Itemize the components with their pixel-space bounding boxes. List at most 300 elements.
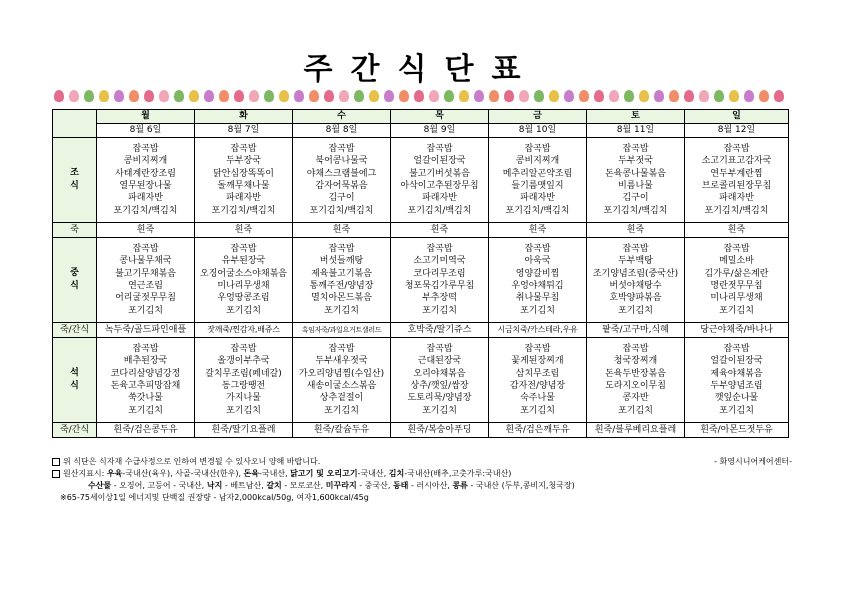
menu-item: 포기김치 bbox=[226, 405, 261, 416]
menu-item: 명란젓무무침 bbox=[710, 281, 763, 291]
menu-item: 김구이 bbox=[622, 193, 649, 204]
menu-item: 잡곡밥 bbox=[524, 143, 551, 154]
day-header bbox=[587, 110, 685, 124]
menu-item: 포기김치 bbox=[422, 405, 457, 416]
porridge-item: 흰죽 bbox=[626, 224, 645, 235]
date-header bbox=[685, 124, 789, 138]
snack2-label bbox=[53, 423, 97, 438]
snack1-item: 호박죽/딸기쥬스 bbox=[407, 324, 472, 335]
origin-pollock-text: - 러시아산, bbox=[408, 481, 450, 490]
breakfast-label-char: 식 bbox=[70, 181, 79, 191]
menu-item: 잡곡밥 bbox=[524, 243, 551, 254]
origin-pork-text: -국내산, bbox=[259, 469, 288, 478]
flower-icon bbox=[249, 90, 259, 102]
menu-item: 콩비지찌개 bbox=[515, 156, 560, 167]
flower-icon bbox=[669, 90, 679, 102]
date-header bbox=[489, 124, 587, 138]
flower-icon bbox=[114, 90, 124, 102]
menu-item: 돈육두반장볶음 bbox=[605, 368, 666, 379]
flower-icon bbox=[129, 90, 139, 102]
menu-item: 감자전/양념장 bbox=[509, 381, 566, 391]
menu-item: 얼갈이된장국 bbox=[710, 356, 763, 367]
menu-item: 청국장찌개 bbox=[613, 356, 658, 367]
dinner-menu-cell bbox=[587, 338, 685, 423]
porridge-item: 흰죽 bbox=[136, 224, 155, 235]
notes-line-3 bbox=[52, 480, 792, 492]
menu-item: 잡곡밥 bbox=[622, 343, 649, 354]
notes-line-2 bbox=[52, 468, 792, 480]
menu-item: 깻잎순나물 bbox=[714, 393, 759, 404]
snack1-item: 녹두죽/골드파인애플 bbox=[104, 324, 187, 335]
snack1-cell bbox=[489, 323, 587, 338]
origin-loach: 미꾸라지 bbox=[325, 481, 357, 490]
breakfast-menu-cell bbox=[489, 138, 587, 223]
day-date: 8월 9일 bbox=[423, 125, 456, 136]
menu-item: 잡곡밥 bbox=[230, 143, 257, 154]
snack1-row bbox=[53, 323, 789, 338]
page-title: 주간식단표 bbox=[303, 52, 539, 87]
flower-icon bbox=[84, 90, 94, 102]
breakfast-row bbox=[53, 138, 789, 223]
flower-icon bbox=[744, 90, 754, 102]
menu-item: 부추장떡 bbox=[422, 293, 457, 304]
square-bullet-icon bbox=[52, 458, 60, 466]
menu-item: 들기름맷잎지 bbox=[511, 181, 564, 191]
day-name: 금 bbox=[533, 111, 542, 122]
menu-item: 갈치무조림(페네갈) bbox=[205, 368, 282, 379]
snack2-row bbox=[53, 423, 789, 438]
flower-icon bbox=[564, 90, 574, 102]
snack2-label-text: 죽/간식 bbox=[59, 424, 90, 435]
menu-item: 잡곡밥 bbox=[328, 143, 355, 154]
notes-line-4: ※65-75세이상1일 에너지및 단백질 권장량 - 남자2,000kcal/50g, 여자1,600kcal/45g bbox=[60, 493, 369, 502]
menu-item: 두부새우젓국 bbox=[315, 356, 368, 367]
menu-item: 얼갈이된장국 bbox=[413, 156, 466, 167]
notes-section bbox=[52, 456, 792, 504]
flower-icon bbox=[489, 90, 499, 102]
snack1-item: 잣깨죽/찐감자,배쥬스 bbox=[207, 324, 280, 334]
menu-item: 숙주나물 bbox=[520, 393, 555, 404]
menu-item: 잡곡밥 bbox=[132, 243, 159, 254]
porridge-item: 흰죽 bbox=[528, 224, 547, 235]
snack2-item: 흰죽/딸기요플레 bbox=[211, 424, 276, 435]
origin-seafood-text: - 오징어, 고등어 - 국내산, bbox=[111, 481, 205, 490]
flower-icon bbox=[534, 90, 544, 102]
lunch-label bbox=[53, 238, 97, 323]
flower-icon bbox=[204, 90, 214, 102]
menu-item: 동그랑땡전 bbox=[221, 381, 266, 391]
lunch-menu-cell bbox=[97, 238, 195, 323]
menu-item: 잡곡밥 bbox=[426, 143, 453, 154]
origin-label: 원산지표시: bbox=[63, 469, 105, 478]
flower-icon bbox=[729, 90, 739, 102]
menu-item: 파래자반 bbox=[226, 193, 261, 204]
day-header bbox=[293, 110, 391, 124]
flower-icon bbox=[504, 90, 514, 102]
snack2-item: 흰죽/칼슘두유 bbox=[313, 424, 370, 435]
porridge-cell bbox=[293, 223, 391, 238]
menu-item: 불고기버섯볶음 bbox=[409, 168, 470, 179]
menu-item: 버섯야채탕수 bbox=[609, 281, 662, 291]
menu-item: 근대된장국 bbox=[417, 356, 462, 367]
flower-icon bbox=[369, 90, 379, 102]
menu-item: 열무된장나물 bbox=[119, 181, 172, 191]
menu-item: 포기김치/백김치 bbox=[603, 205, 668, 216]
flower-icon bbox=[684, 90, 694, 102]
flower-icon bbox=[279, 90, 289, 102]
menu-item: 야채스크램블에그 bbox=[306, 168, 377, 179]
origin-poultry-text: -국내산, bbox=[357, 469, 387, 478]
menu-item: 잡곡밥 bbox=[132, 343, 159, 354]
menu-item: 포기김치/백김치 bbox=[704, 205, 769, 216]
snack1-cell bbox=[97, 323, 195, 338]
menu-item: 메밀소바 bbox=[719, 256, 754, 267]
menu-item: 포기김치 bbox=[324, 405, 359, 416]
menu-item: 가오리양념찜(수입산) bbox=[298, 368, 385, 379]
snack1-item: 당근야채죽/바나나 bbox=[700, 324, 773, 335]
menu-item: 잡곡밥 bbox=[132, 143, 159, 154]
origin-seafood: 수산물 bbox=[88, 481, 112, 490]
menu-item: 돈육콩나물볶음 bbox=[605, 168, 666, 179]
breakfast-label-char: 조 bbox=[70, 168, 79, 179]
origin-hairtail: 갈치 bbox=[266, 481, 282, 490]
flower-icon bbox=[429, 90, 439, 102]
menu-item: 콩나물무채국 bbox=[119, 256, 172, 267]
corner-cell bbox=[53, 110, 97, 138]
menu-item: 포기김치 bbox=[226, 305, 261, 316]
menu-item: 제육야채볶음 bbox=[710, 368, 763, 379]
menu-item: 비름나물 bbox=[618, 181, 653, 191]
menu-item: 미나리무생채 bbox=[217, 281, 270, 291]
flower-icon bbox=[624, 90, 634, 102]
lunch-menu-cell bbox=[489, 238, 587, 323]
menu-item: 취나물무침 bbox=[515, 293, 560, 304]
menu-item: 돈육고추피망잡채 bbox=[110, 381, 181, 391]
origin-beef-text: -국내산(육우), 사골-국내산(한우), bbox=[122, 469, 241, 478]
menu-item: 파래자반 bbox=[719, 193, 754, 204]
snack2-cell bbox=[587, 423, 685, 438]
menu-item: 상추/깻잎/쌈장 bbox=[410, 381, 469, 391]
flower-icon bbox=[639, 90, 649, 102]
menu-item: 불고기무채볶음 bbox=[115, 268, 176, 279]
day-name: 목 bbox=[435, 111, 444, 122]
menu-item: 잡곡밥 bbox=[723, 343, 750, 354]
dinner-label-char: 석 bbox=[70, 368, 79, 379]
origin-octopus: 낙지 bbox=[206, 481, 223, 490]
snack1-label bbox=[53, 323, 97, 338]
snack2-item: 흰죽/검은깨두유 bbox=[505, 424, 570, 435]
breakfast-menu-cell bbox=[97, 138, 195, 223]
menu-item: 통깨주전/양념장 bbox=[309, 281, 374, 291]
porridge-cell bbox=[97, 223, 195, 238]
menu-item: 영양갈비찜 bbox=[515, 268, 560, 279]
dinner-menu-cell bbox=[489, 338, 587, 423]
breakfast-menu-cell bbox=[293, 138, 391, 223]
menu-item: 사태계란장조림 bbox=[115, 168, 176, 179]
day-date: 8월 6일 bbox=[129, 125, 162, 136]
snack1-item: 시금치죽/카스테라,우유 bbox=[497, 324, 578, 334]
flower-icon bbox=[519, 90, 529, 102]
menu-item: 포기김치 bbox=[719, 305, 754, 316]
flower-icon bbox=[714, 90, 724, 102]
snack2-cell bbox=[489, 423, 587, 438]
flower-icon bbox=[594, 90, 604, 102]
lunch-menu-cell bbox=[195, 238, 293, 323]
flower-icon bbox=[219, 90, 229, 102]
porridge-item: 흰죽 bbox=[727, 224, 746, 235]
flower-icon bbox=[189, 90, 199, 102]
day-date: 8월 11일 bbox=[616, 125, 655, 136]
menu-item: 도라지오이무침 bbox=[605, 381, 666, 391]
lunch-row bbox=[53, 238, 789, 323]
flower-icon bbox=[99, 90, 109, 102]
menu-item: 잡곡밥 bbox=[426, 243, 453, 254]
menu-item: 잡곡밥 bbox=[723, 143, 750, 154]
menu-item: 콩비지찌개 bbox=[123, 156, 168, 167]
menu-item: 잡곡밥 bbox=[328, 243, 355, 254]
flower-icon bbox=[339, 90, 349, 102]
flower-icon bbox=[444, 90, 454, 102]
menu-item: 오징어굴소스야채볶음 bbox=[200, 268, 287, 279]
header-dates-row bbox=[53, 124, 789, 138]
menu-item: 김가루/삶은계란 bbox=[704, 268, 769, 279]
menu-item: 잡곡밥 bbox=[622, 143, 649, 154]
menu-item: 오리야채볶음 bbox=[413, 368, 466, 379]
flower-icon bbox=[354, 90, 364, 102]
menu-item: 유부된장국 bbox=[221, 256, 266, 267]
dinner-menu-cell bbox=[195, 338, 293, 423]
day-date: 8월 8일 bbox=[325, 125, 358, 136]
flower-border-decoration bbox=[54, 90, 789, 104]
snack1-cell bbox=[685, 323, 789, 338]
flower-icon bbox=[414, 90, 424, 102]
lunch-label-char: 중 bbox=[70, 268, 79, 279]
menu-item: 포기김치 bbox=[128, 405, 163, 416]
porridge-cell bbox=[685, 223, 789, 238]
menu-item: 잡곡밥 bbox=[230, 243, 257, 254]
lunch-menu-cell bbox=[293, 238, 391, 323]
origin-kimchi: 김치 bbox=[388, 469, 405, 478]
menu-item: 잡곡밥 bbox=[524, 343, 551, 354]
menu-item: 파래자반 bbox=[128, 193, 163, 204]
porridge-item: 흰죽 bbox=[234, 224, 253, 235]
menu-item: 파래자반 bbox=[422, 193, 457, 204]
menu-item: 감자어묵볶음 bbox=[315, 181, 368, 191]
menu-item: 코다리무조림 bbox=[413, 268, 466, 279]
breakfast-label bbox=[53, 138, 97, 223]
menu-item: 올갱이부추국 bbox=[217, 356, 270, 367]
menu-item: 배추된장국 bbox=[123, 356, 168, 367]
menu-item: 청포묵김가루무침 bbox=[404, 281, 475, 291]
menu-item: 포기김치 bbox=[128, 305, 163, 316]
flower-icon bbox=[549, 90, 559, 102]
date-header bbox=[391, 124, 489, 138]
snack2-cell bbox=[97, 423, 195, 438]
flower-icon bbox=[654, 90, 664, 102]
day-date: 8월 7일 bbox=[227, 125, 260, 136]
flower-icon bbox=[399, 90, 409, 102]
menu-item: 제육불고기볶음 bbox=[311, 268, 372, 279]
menu-item: 어리굴젓무무침 bbox=[115, 293, 176, 304]
menu-item: 포기김치 bbox=[618, 305, 653, 316]
menu-item: 포기김치/백김치 bbox=[505, 205, 570, 216]
flower-icon bbox=[579, 90, 589, 102]
menu-item: 잡곡밥 bbox=[622, 243, 649, 254]
date-header bbox=[195, 124, 293, 138]
dinner-menu-cell bbox=[391, 338, 489, 423]
porridge-cell bbox=[195, 223, 293, 238]
lunch-menu-cell bbox=[391, 238, 489, 323]
lunch-label-char: 식 bbox=[70, 281, 79, 291]
snack1-cell bbox=[391, 323, 489, 338]
day-name: 토 bbox=[631, 111, 640, 122]
flower-icon bbox=[69, 90, 79, 102]
menu-item: 포기김치 bbox=[324, 305, 359, 316]
menu-item: 소고기표고감자국 bbox=[701, 156, 772, 167]
porridge-label bbox=[53, 223, 97, 238]
day-date: 8월 10일 bbox=[518, 125, 557, 136]
day-header bbox=[195, 110, 293, 124]
menu-item: 미나리무생채 bbox=[710, 293, 763, 304]
menu-item: 잡곡밥 bbox=[426, 343, 453, 354]
porridge-item: 흰죽 bbox=[430, 224, 449, 235]
menu-item: 가지나물 bbox=[226, 393, 261, 404]
menu-item: 상추겉절이 bbox=[319, 393, 364, 404]
porridge-cell bbox=[587, 223, 685, 238]
flower-icon bbox=[609, 90, 619, 102]
menu-item: 포기김치 bbox=[520, 405, 555, 416]
origin-octopus-text: - 베트남산, bbox=[222, 481, 264, 490]
day-header bbox=[97, 110, 195, 124]
lunch-menu-cell bbox=[587, 238, 685, 323]
snack2-item: 흰죽/아몬드젓두유 bbox=[700, 424, 773, 435]
day-header bbox=[685, 110, 789, 124]
day-date: 8월 12일 bbox=[717, 125, 756, 136]
date-header bbox=[587, 124, 685, 138]
snack1-item: 흑임자죽/과일요거트샐러드 bbox=[301, 325, 382, 334]
menu-item: 삼치무조림 bbox=[515, 368, 560, 379]
date-header bbox=[293, 124, 391, 138]
origin-beans-text: - 국내산 (두부,콩비지,청국장) bbox=[467, 481, 575, 490]
weekly-menu-table bbox=[52, 109, 789, 438]
menu-item: 꽃게된장찌개 bbox=[511, 356, 564, 367]
dinner-row bbox=[53, 338, 789, 423]
snack1-cell bbox=[587, 323, 685, 338]
menu-item: 두부백탕 bbox=[618, 256, 653, 267]
day-name: 화 bbox=[239, 111, 248, 122]
origin-poultry: 닭고기 및 오리고기 bbox=[290, 469, 358, 478]
dinner-menu-cell bbox=[97, 338, 195, 423]
flower-icon bbox=[234, 90, 244, 102]
flower-icon bbox=[384, 90, 394, 102]
menu-item: 포기김치 bbox=[618, 405, 653, 416]
origin-pork: 돈육 bbox=[243, 469, 259, 478]
origin-beef: 우육 bbox=[106, 469, 123, 478]
flower-icon bbox=[474, 90, 484, 102]
header-days-row bbox=[53, 110, 789, 124]
day-header bbox=[489, 110, 587, 124]
flower-icon bbox=[759, 90, 769, 102]
snack2-cell bbox=[293, 423, 391, 438]
menu-item: 포기김치/백김치 bbox=[113, 205, 178, 216]
day-name: 수 bbox=[337, 111, 346, 122]
dinner-menu-cell bbox=[685, 338, 789, 423]
snack1-label-text: 죽/간식 bbox=[59, 324, 90, 335]
dinner-menu-cell bbox=[293, 338, 391, 423]
snack1-item: 팥죽/고구마,식혜 bbox=[602, 324, 669, 335]
porridge-cell bbox=[391, 223, 489, 238]
snack2-cell bbox=[685, 423, 789, 438]
menu-item: 북어콩나물국 bbox=[315, 156, 368, 167]
menu-item: 연근조림 bbox=[128, 281, 163, 291]
menu-item: 파래자반 bbox=[520, 193, 555, 204]
menu-item: 두부젓국 bbox=[618, 156, 653, 167]
breakfast-menu-cell bbox=[195, 138, 293, 223]
porridge-cell bbox=[489, 223, 587, 238]
menu-item: 우엉땅콩조림 bbox=[217, 293, 270, 304]
menu-item: 콩자반 bbox=[622, 393, 649, 404]
flower-icon bbox=[54, 90, 64, 102]
flower-icon bbox=[324, 90, 334, 102]
snack2-item: 흰죽/블루베리요플레 bbox=[594, 424, 677, 435]
origin-loach-text: - 중국산, bbox=[356, 481, 391, 490]
notice-text: 위 식단은 식자재 수급사정으로 인하여 변경될 수 있사오니 양해 바랍니다. bbox=[63, 457, 321, 466]
lunch-menu-cell bbox=[685, 238, 789, 323]
menu-item: 호박양파볶음 bbox=[609, 293, 662, 304]
menu-item: 우엉야채튀김 bbox=[511, 281, 564, 291]
menu-item: 멸치아몬드볶음 bbox=[311, 293, 372, 304]
dinner-label-char: 식 bbox=[70, 381, 79, 391]
flower-icon bbox=[699, 90, 709, 102]
breakfast-menu-cell bbox=[391, 138, 489, 223]
square-bullet-icon bbox=[52, 470, 60, 478]
menu-item: 잡곡밥 bbox=[230, 343, 257, 354]
menu-item: 소고기미역국 bbox=[413, 256, 466, 267]
porridge-label-text: 죽 bbox=[70, 224, 79, 235]
dinner-label bbox=[53, 338, 97, 423]
menu-item: 코다리살양념강정 bbox=[110, 368, 181, 379]
menu-item: 잡곡밥 bbox=[328, 343, 355, 354]
flower-icon bbox=[459, 90, 469, 102]
flower-icon bbox=[294, 90, 304, 102]
origin-kimchi-text: -국내산(배추,고춧가루:국내산) bbox=[404, 469, 512, 478]
notes-line-1 bbox=[52, 456, 792, 468]
flower-icon bbox=[309, 90, 319, 102]
porridge-item: 흰죽 bbox=[332, 224, 351, 235]
menu-item: 브로콜리된장무침 bbox=[701, 181, 772, 191]
menu-item: 포기김치 bbox=[422, 305, 457, 316]
menu-item: 닭안심장똑똑이 bbox=[213, 168, 274, 179]
snack2-item: 흰죽/검은콩두유 bbox=[113, 424, 178, 435]
menu-item: 포기김치 bbox=[520, 305, 555, 316]
snack2-cell bbox=[391, 423, 489, 438]
menu-item: 쑥갓나물 bbox=[128, 393, 163, 404]
center-name: - 화영시니어케어센터- bbox=[714, 457, 792, 466]
flower-icon bbox=[159, 90, 169, 102]
menu-item: 도토리묵/양념장 bbox=[407, 393, 472, 404]
menu-item: 연두부계란찜 bbox=[710, 168, 763, 179]
menu-item: 포기김치 bbox=[719, 405, 754, 416]
snack1-cell bbox=[195, 323, 293, 338]
menu-item: 잡곡밥 bbox=[723, 243, 750, 254]
menu-item: 아욱국 bbox=[524, 256, 551, 267]
menu-item: 돌깨무채나물 bbox=[217, 181, 270, 191]
snack2-cell bbox=[195, 423, 293, 438]
menu-item: 아삭이고추된장무침 bbox=[400, 181, 479, 191]
flower-icon bbox=[774, 90, 784, 102]
flower-icon bbox=[264, 90, 274, 102]
day-header bbox=[391, 110, 489, 124]
